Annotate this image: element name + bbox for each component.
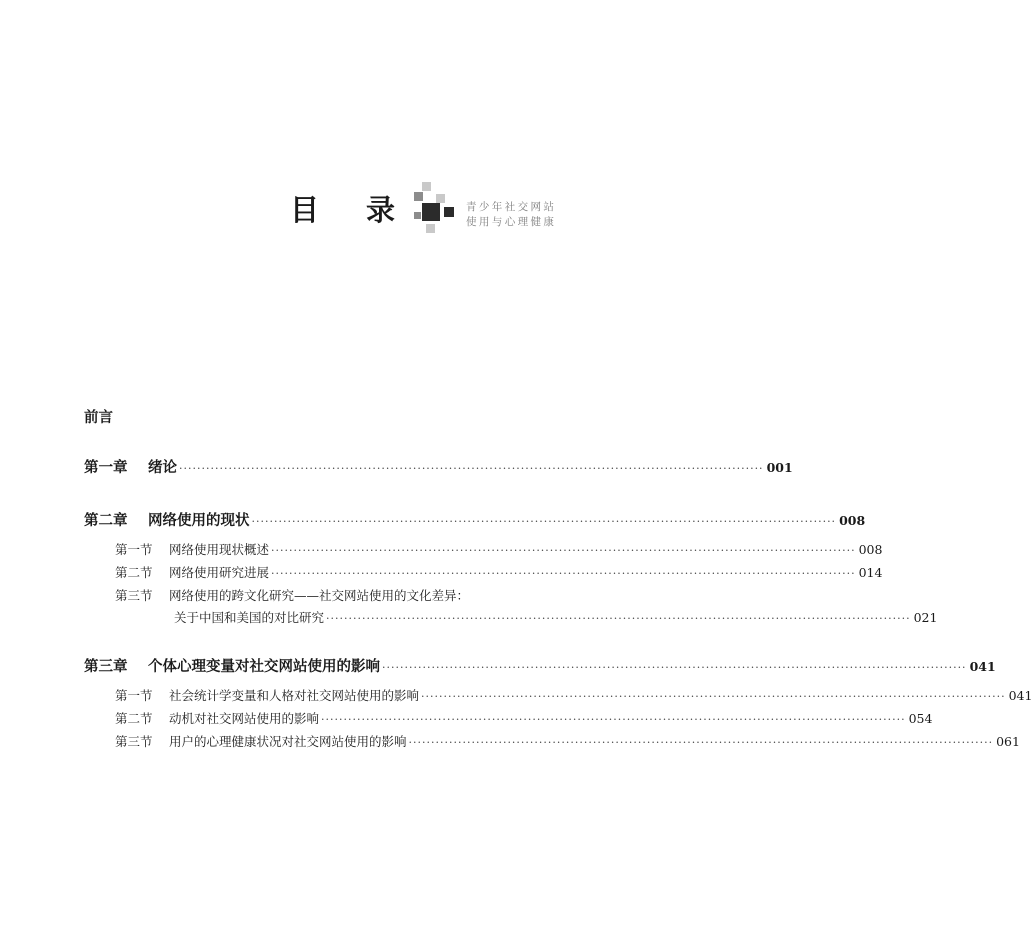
section-title: 用户的心理健康状况对社交网站使用的影响 — [169, 734, 407, 749]
toc-section[interactable] — [115, 540, 883, 558]
chapter-title: 绪论 — [148, 459, 177, 476]
section-title: 网络使用研究进展 — [169, 565, 270, 580]
section-number: 第二节 — [115, 711, 153, 726]
toc-section[interactable] — [115, 563, 883, 581]
page-number: 041 — [969, 659, 996, 674]
page-title — [290, 188, 410, 228]
toc-section-continuation[interactable] — [174, 608, 938, 626]
toc-chapter[interactable] — [84, 456, 793, 477]
section-number: 第三节 — [115, 734, 153, 749]
section-number: 第三节 — [115, 588, 153, 603]
toc-chapter[interactable] — [84, 655, 996, 676]
logo-square — [426, 224, 435, 233]
section-title: 网络使用的跨文化研究——社交网站使用的文化差异： — [169, 588, 470, 603]
toc-section[interactable] — [115, 586, 580, 604]
dot-leader: ·································································································································· — [271, 544, 856, 557]
dot-leader: ·································································································································· — [421, 690, 1006, 703]
chapter-number: 第三章 — [84, 658, 128, 675]
series-title — [466, 200, 556, 230]
logo-square — [422, 182, 431, 191]
toc-section[interactable] — [115, 732, 1020, 750]
toc-section[interactable] — [115, 686, 1032, 704]
logo-square — [436, 194, 445, 203]
toc-preface-label: 前言 — [84, 409, 113, 426]
toc-preface[interactable] — [84, 406, 580, 427]
series-title-line: 青少年社交网站 — [466, 201, 557, 213]
series-title-line: 使用与心理健康 — [466, 216, 557, 228]
dot-leader: ·································································································································· — [382, 661, 967, 674]
section-title: 网络使用现状概述 — [169, 542, 270, 557]
toc-chapter[interactable] — [84, 509, 866, 530]
dot-leader: ·································································································································· — [251, 515, 837, 528]
logo-square — [444, 207, 454, 217]
dot-leader: ·································································································································· — [326, 612, 911, 625]
page-number: 008 — [858, 542, 883, 557]
chapter-title: 网络使用的现状 — [148, 512, 250, 529]
page-number: 021 — [913, 610, 938, 625]
logo-square — [422, 203, 440, 221]
page-number: 061 — [996, 734, 1020, 749]
page-number: 001 — [766, 460, 793, 475]
dot-leader: ·································································································································· — [408, 736, 994, 749]
page-title-char: 目 — [290, 193, 320, 227]
chapter-number: 第二章 — [84, 512, 128, 529]
section-number: 第二节 — [115, 565, 153, 580]
page-number: 054 — [908, 711, 933, 726]
dot-leader: ·································································································································· — [179, 462, 764, 475]
chapter-title: 个体心理变量对社交网站使用的影响 — [148, 658, 380, 675]
section-number: 第一节 — [115, 542, 153, 557]
page-number: 014 — [858, 565, 883, 580]
dot-leader: ·································································································································· — [321, 713, 906, 726]
section-title-continuation: 关于中国和美国的对比研究 — [174, 610, 325, 625]
logo-square — [414, 212, 421, 219]
logo-square — [414, 192, 423, 201]
chapter-number: 第一章 — [84, 459, 128, 476]
section-number: 第一节 — [115, 688, 153, 703]
page-title-char: 录 — [366, 193, 396, 227]
dot-leader: ·································································································································· — [271, 567, 856, 580]
toc-section[interactable] — [115, 709, 933, 727]
section-title: 动机对社交网站使用的影响 — [169, 711, 320, 726]
page-number: 008 — [839, 513, 866, 528]
page-number: 041 — [1008, 688, 1032, 703]
section-title: 社会统计学变量和人格对社交网站使用的影响 — [169, 688, 420, 703]
